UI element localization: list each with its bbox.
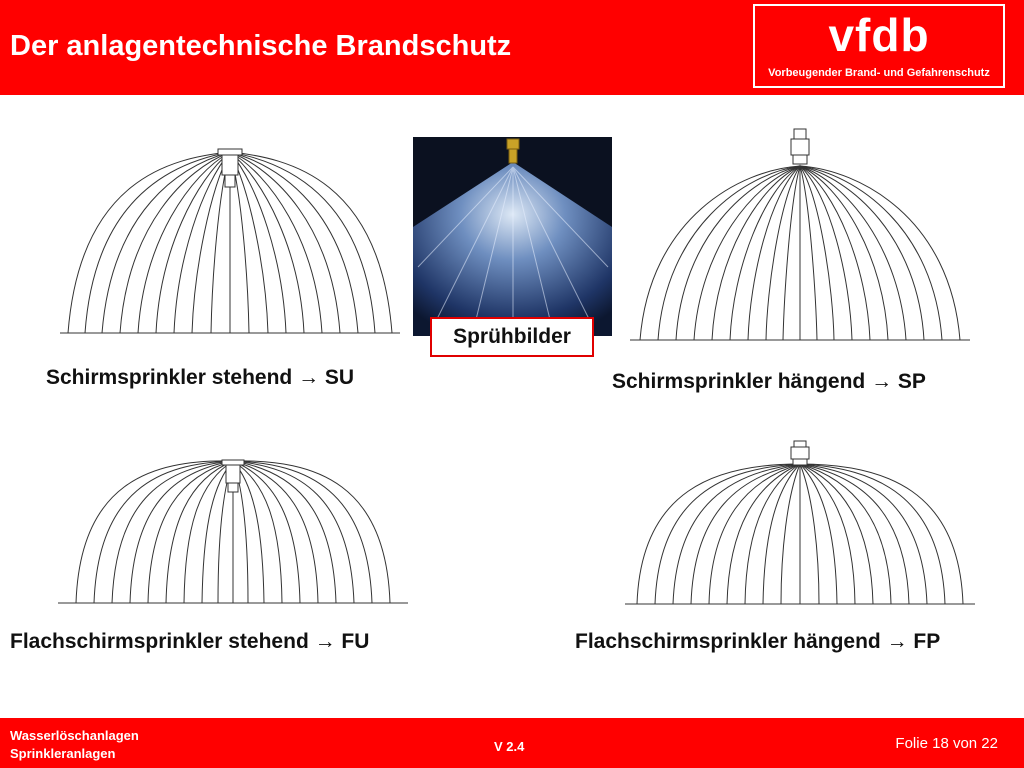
fu-spray-diagram xyxy=(58,455,408,607)
logo-text: vfdb xyxy=(828,9,930,61)
logo-tagline: Vorbeugender Brand- und Gefahrenschutz xyxy=(768,67,990,79)
spray-photo xyxy=(413,137,612,336)
footer-bar xyxy=(0,718,1024,768)
footer-page-number: Folie 18 von 22 xyxy=(895,735,998,752)
header-bar xyxy=(0,0,1024,95)
vfdb-logo xyxy=(753,4,1005,88)
footer-section-line1: Wasserlöschanlagen xyxy=(10,728,139,743)
sp-caption: Schirmsprinkler hängend → SP xyxy=(612,370,926,393)
fu-caption: Flachschirmsprinkler stehend → FU xyxy=(10,630,370,653)
su-caption: Schirmsprinkler stehend → SU xyxy=(46,366,355,389)
footer-version: V 2.4 xyxy=(494,739,525,754)
slide-title: Der anlagentechnische Brandschutz xyxy=(10,30,512,62)
fp-caption: Flachschirmsprinkler hängend → FP xyxy=(575,630,941,653)
spray-label: Sprühbilder xyxy=(430,317,594,357)
sp-spray-diagram xyxy=(630,128,970,343)
fp-spray-diagram xyxy=(625,440,975,607)
footer-section-line2: Sprinkleranlagen xyxy=(10,746,116,761)
su-spray-diagram xyxy=(60,140,400,340)
